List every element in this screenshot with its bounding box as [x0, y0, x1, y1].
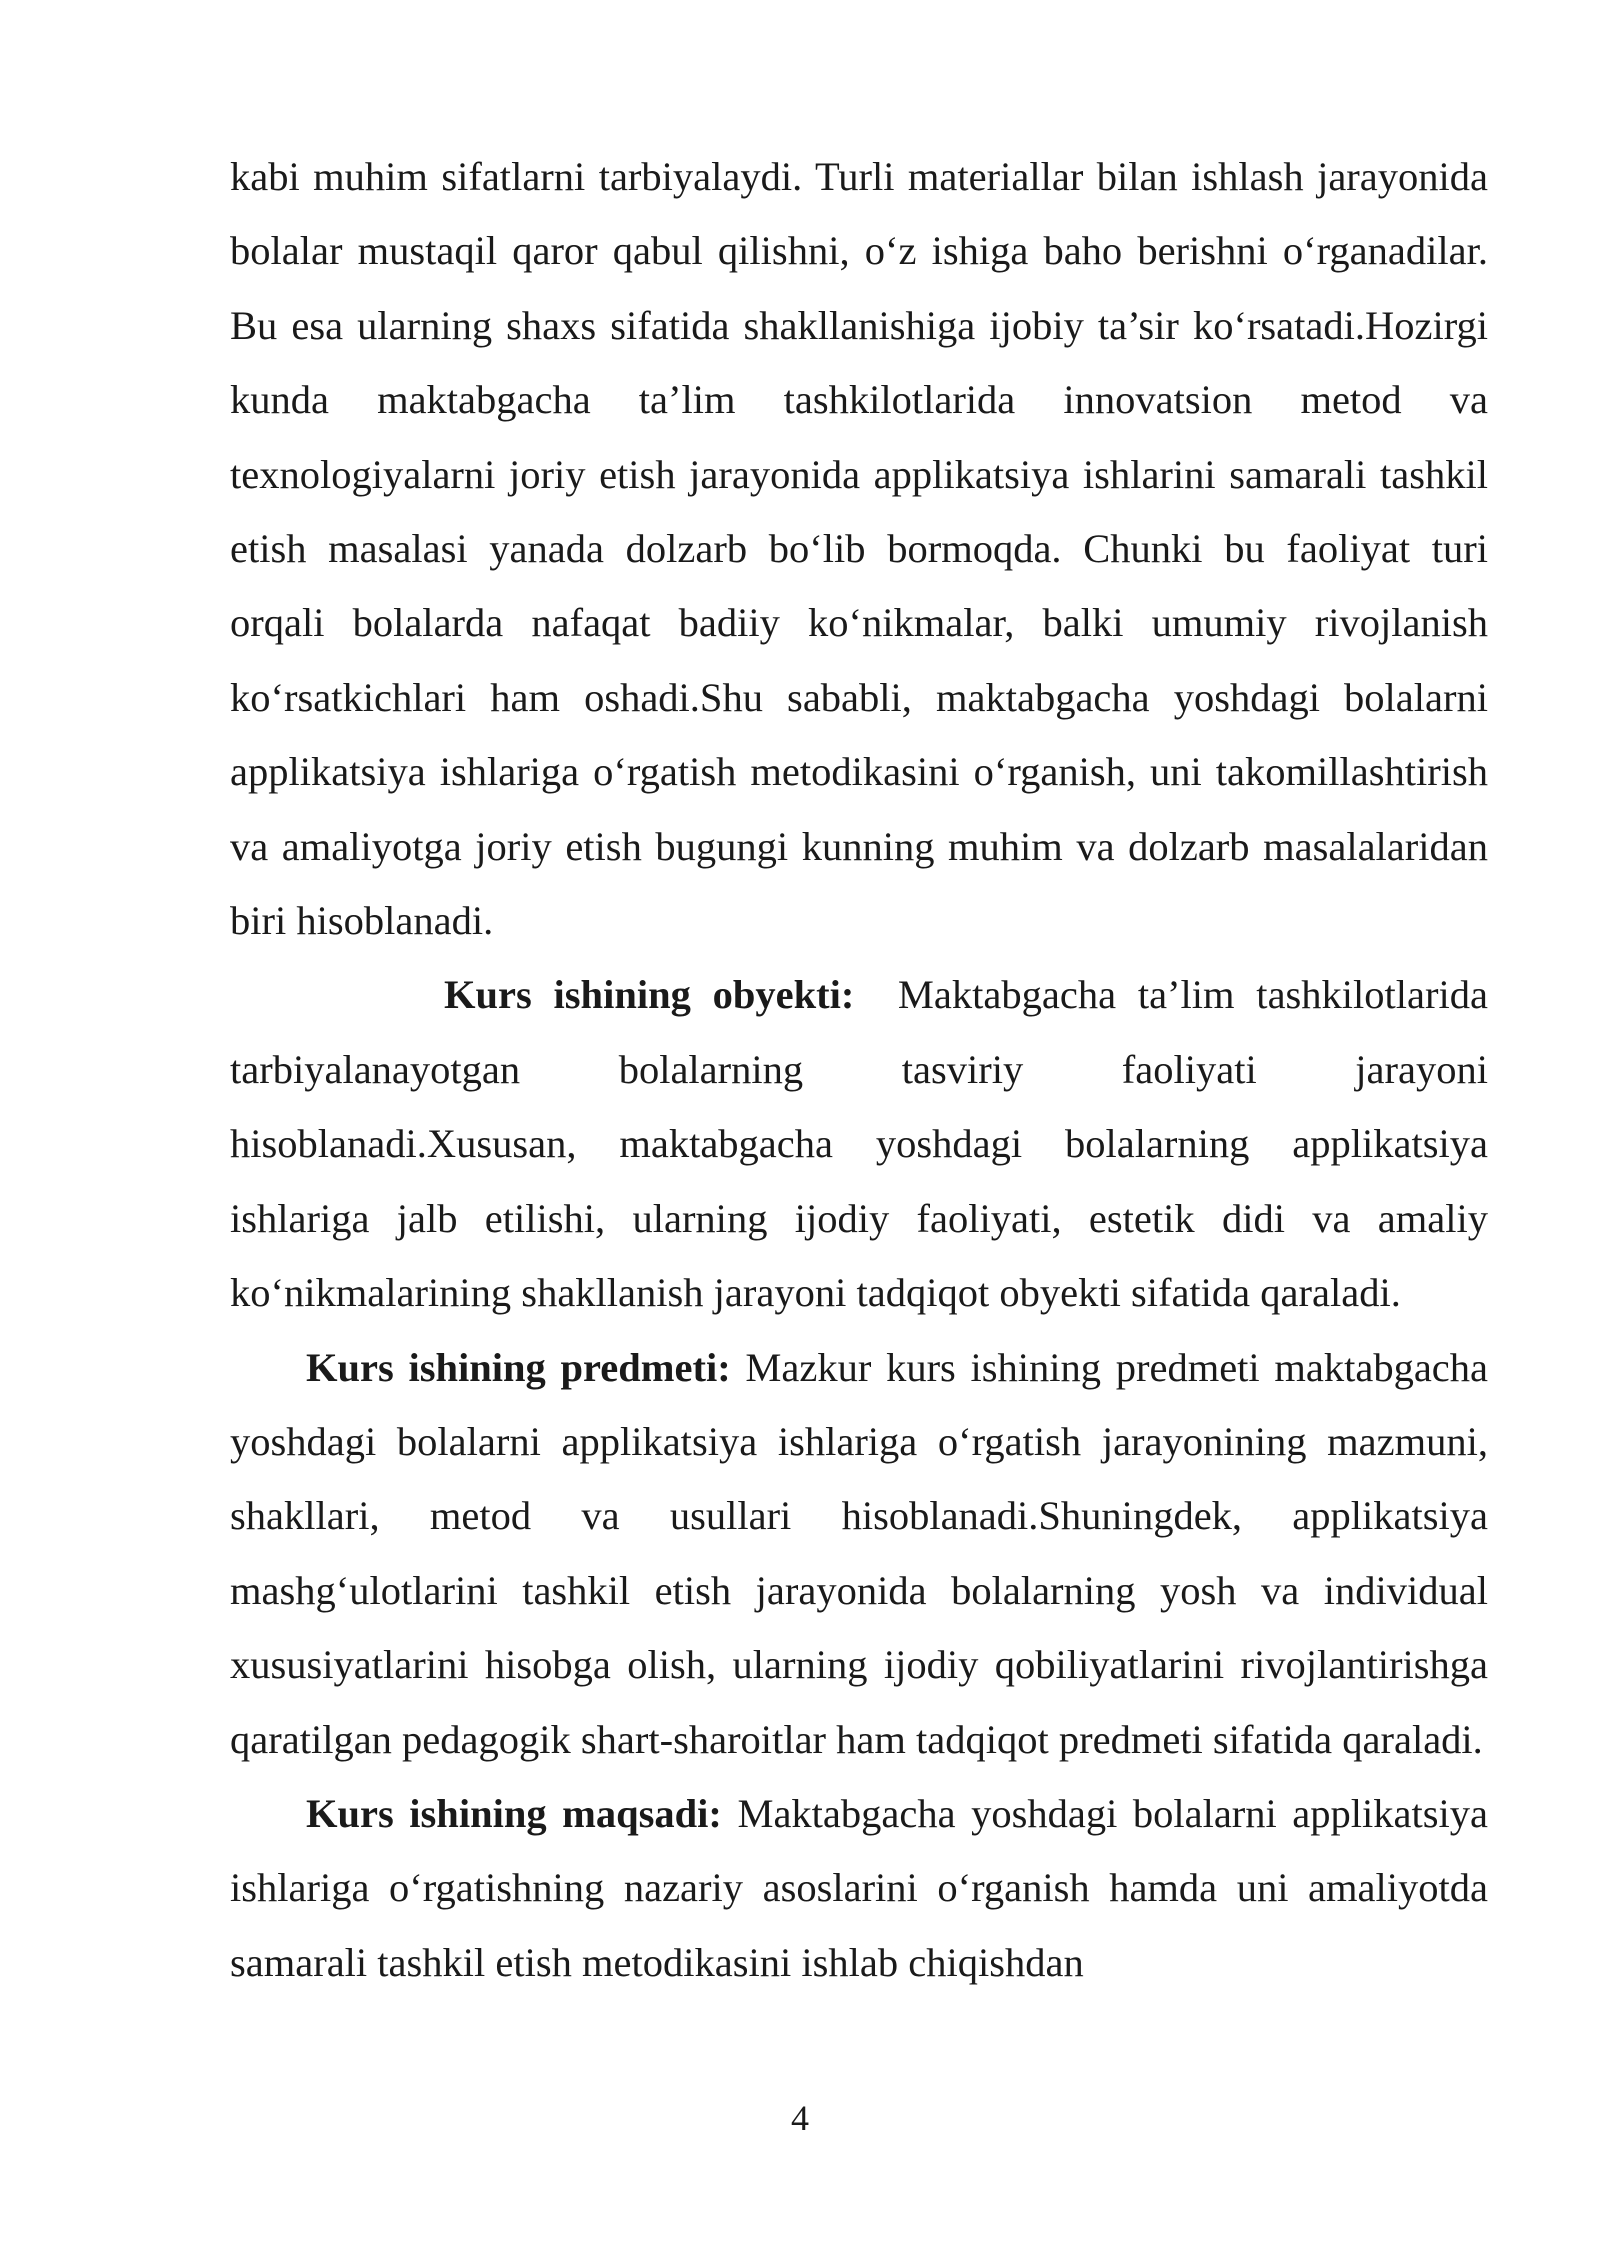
goal-label: Kurs ishining maqsadi:: [306, 1790, 722, 1836]
object-label: Kurs ishining obyekti:: [444, 972, 855, 1018]
subject-label: Kurs ishining predmeti:: [306, 1344, 731, 1390]
object-text: Maktabgacha ta’lim tashkilotlarida tarbiyalanayotgan bolalarning tasviriy faoliyati jarayoni hisoblanadi.Xususan, maktabgacha yoshdagi bolalarning applikatsiya ishlariga jalb etilishi, ularning ijodiy faoliyati, estetik didi va amaliy ko‘nikmalarining shakllanish jarayoni tadqiqot obyekti sifatida qaraladi.: [230, 972, 1489, 1316]
subject-paragraph: [230, 1331, 1488, 1777]
goal-text: Maktabgacha yoshdagi bolalarni applikatsiya ishlariga o‘rgatishning nazariy asoslarini o‘rganish hamda uni amaliyotda samarali tashkil etish metodikasini ishlab chiqishdan: [230, 1790, 1489, 1985]
object-paragraph: [230, 958, 1488, 1330]
page-number: 4: [791, 2098, 809, 2138]
document-page: [230, 140, 1488, 2000]
subject-text: Mazkur kurs ishining predmeti maktabgacha yoshdagi bolalarni applikatsiya ishlariga o‘rgatish jarayonining mazmuni, shakllari, metod va usullari hisoblanadi.Shuningdek, applikatsiya mashg‘ulotlarini tashkil etish jarayonida bolalarning yosh va individual xususiyatlarini hisobga olish, ularning ijodiy qobiliyatlarini rivojlantirishga qaratilgan pedagogik shart-sharoitlar ham tadqiqot predmeti sifatida qaraladi.: [230, 1344, 1489, 1762]
goal-paragraph: [230, 1777, 1488, 2000]
intro-paragraph: kabi muhim sifatlarni tarbiyalaydi. Turli materiallar bilan ishlash jarayonida bolalar mustaqil qaror qabul qilishni, o‘z ishiga baho berishni o‘rganadilar. Bu esa ularning shaxs sifatida shakllanishiga ijobiy ta’sir ko‘rsatadi.Hozirgi kunda maktabgacha ta’lim tashkilotlarida innovatsion metod va texnologiyalarni joriy etish jarayonida applikatsiya ishlarini samarali tashkil etish masalasi yanada dolzarb bo‘lib bormoqda. Chunki bu faoliyat turi orqali bolalarda nafaqat badiiy ko‘nikmalar, balki umumiy rivojlanish ko‘rsatkichlari ham oshadi.Shu sababli, maktabgacha yoshdagi bolalarni applikatsiya ishlariga o‘rgatish metodikasini o‘rganish, uni takomillashtirish va amaliyotga joriy etish bugungi kunning muhim va dolzarb masalalaridan biri hisoblanadi.: [230, 154, 1488, 944]
